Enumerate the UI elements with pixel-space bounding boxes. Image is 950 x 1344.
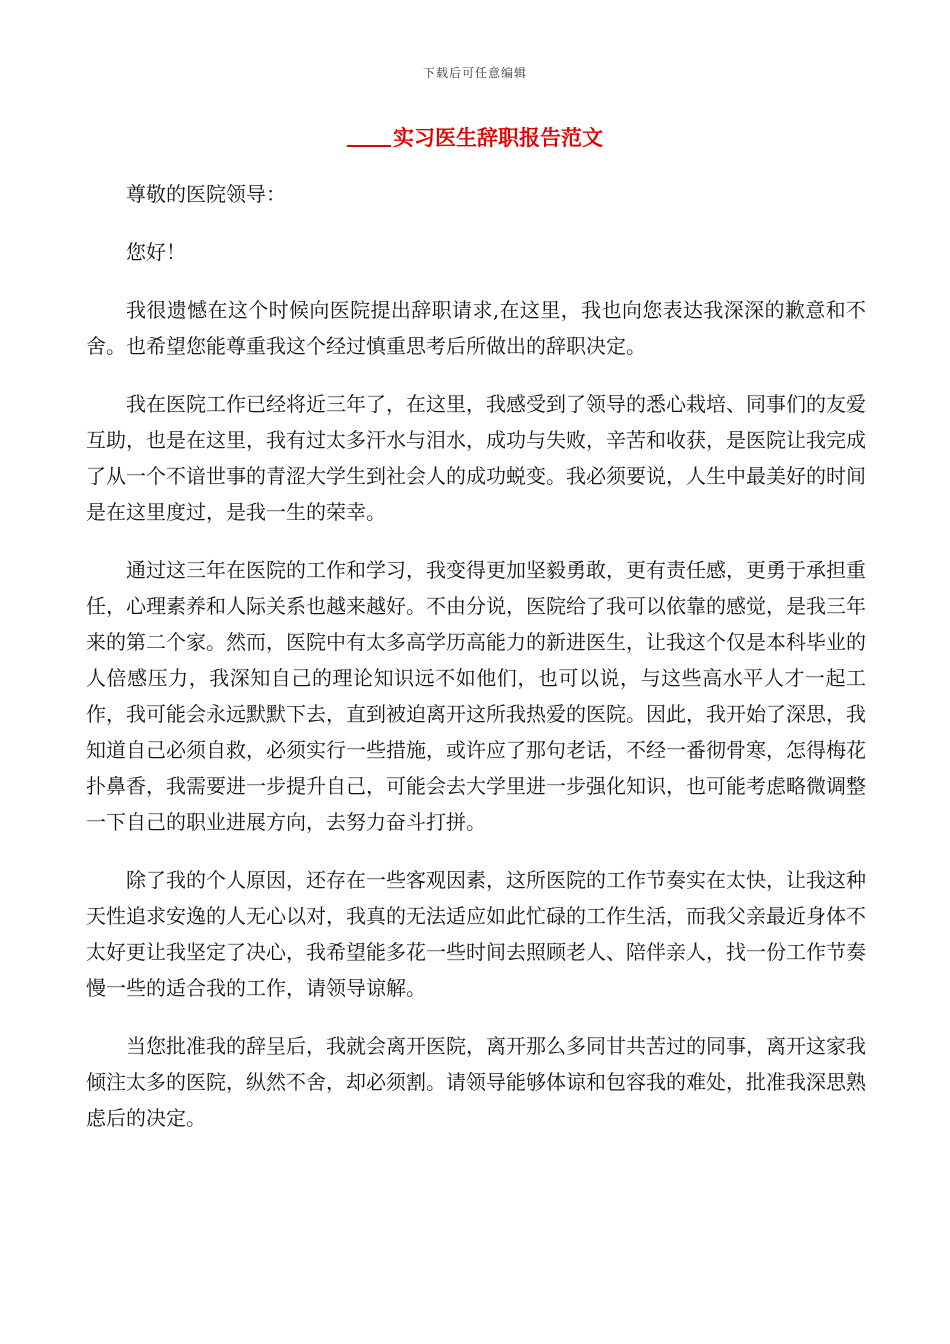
paragraph-5: 当您批准我的辞呈后，我就会离开医院，离开那么多同甘共苦过的同事，离开这家我倾注太多的医院，纵然不舍，却必须割。请领导能够体谅和包容我的难处，批准我深思熟虑后的决定。	[86, 1034, 866, 1130]
salutation: 尊敬的医院领导：	[126, 182, 286, 206]
paragraph-1: 我很遗憾在这个时候向医院提出辞职请求,在这里，我也向您表达我深深的歉意和不舍。也希望您能尊重我这个经过慎重思考后所做出的辞职决定。	[86, 298, 866, 358]
paragraph-2: 我在医院工作已经将近三年了，在这里，我感受到了领导的悉心栽培、同事们的友爱互助，也是在这里，我有过太多汗水与泪水，成功与失败，辛苦和收获，是医院让我完成了从一个不谙世事的青涩大学生到社会人的成功蜕变。我必须要说，人生中最美好的时间是在这里度过，是我一生的荣幸。	[86, 392, 866, 524]
greeting: 您好！	[126, 240, 186, 264]
title-blank-line	[347, 145, 391, 147]
document-title-text: 实习医生辞职报告范文	[393, 126, 603, 150]
document-body	[86, 176, 866, 1158]
paragraph-3: 通过这三年在医院的工作和学习，我变得更加坚毅勇敢，更有责任感，更勇于承担重任，心理素养和人际关系也越来越好。不由分说，医院给了我可以依靠的感觉，是我三年来的第二个家。然而，医院中有太多高学历高能力的新进医生，让我这个仅是本科毕业的人倍感压力，我深知自己的理论知识远不如他们，也可以说，与这些高水平人才一起工作，我可能会永远默默下去，直到被迫离开这所我热爱的医院。因此，我开始了深思，我知道自己必须自救，必须实行一些措施，或许应了那句老话，不经一番彻骨寒，怎得梅花扑鼻香，我需要进一步提升自己，可能会去大学里进一步强化知识，也可能考虑略微调整一下自己的职业进展方向，去努力奋斗打拼。	[86, 558, 866, 834]
paragraph-4: 除了我的个人原因，还存在一些客观因素，这所医院的工作节奏实在太快，让我这种天性追求安逸的人无心以对，我真的无法适应如此忙碌的工作生活，而我父亲最近身体不太好更让我坚定了决心，我希望能多花一些时间去照顾老人、陪伴亲人，找一份工作节奏慢一些的适合我的工作，请领导谅解。	[86, 868, 866, 1000]
header-note: 下载后可任意编辑	[422, 66, 527, 80]
document-title	[0, 122, 950, 152]
